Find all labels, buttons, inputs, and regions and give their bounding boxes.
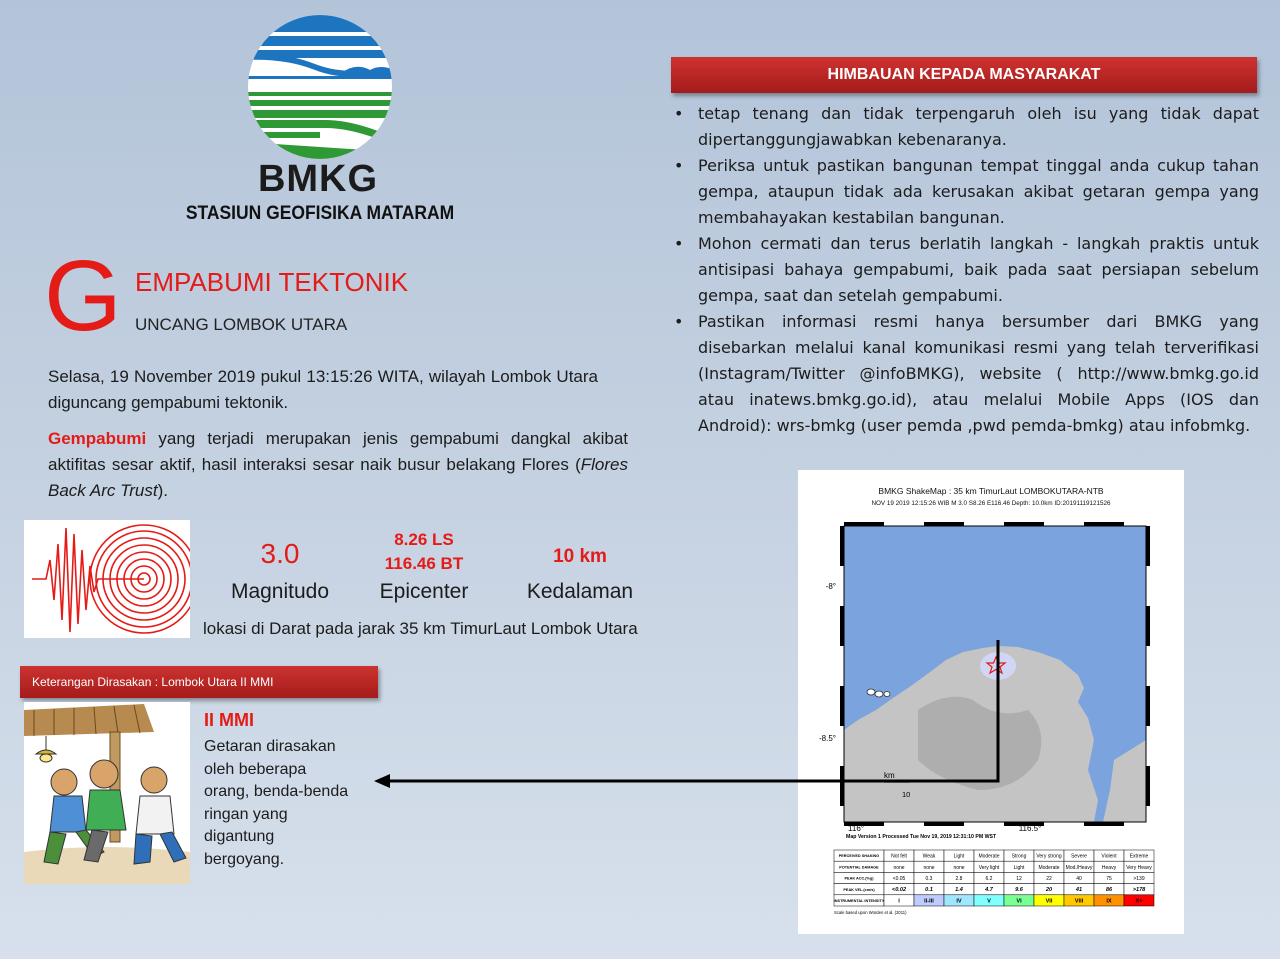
seismograph-icon (24, 520, 190, 638)
table-cell-text: 0.1 (925, 887, 933, 894)
table-row-label: PERCEIVED SHAKING (838, 854, 880, 859)
table-cell-text: 2.8 (955, 876, 963, 882)
table-cell-text: none (953, 864, 965, 871)
shakemap-title: BMKG ShakeMap : 35 km TimurLaut LOMBOKUTARA-NTB (878, 486, 1104, 496)
notice-banner: HIMBAUAN KEPADA MASYARAKAT (671, 57, 1257, 93)
table-cell-text: none (893, 864, 905, 871)
mmi-title: II MMI (204, 710, 254, 730)
cause-italic: Flores Back Arc Trust (48, 455, 628, 500)
table-cell-text: 75 (1106, 876, 1112, 882)
magnitude-value: 3.0 (260, 538, 300, 569)
table-cell-text: Heavy (1101, 864, 1117, 871)
epicenter-label: Epicenter (379, 580, 469, 603)
depth-value: 10 km (553, 546, 607, 567)
notice-item: • Pastikan informasi resmi hanya bersumber dari BMKG yang disebarkan melalui kanal komunikasi resmi yang telah terverifikasi (Instagram/Twitter @infoBMKG), website ( http://www.bmkg.go.id atau inatews.bmkg.go.id), atau melalui Mobile Apps (IOS dan Android): wrs-bmkg (user pemda ,pwd pemda-bmkg) atau infobmkg. (672, 309, 1259, 439)
table-cell-text: Light (1013, 864, 1025, 871)
table-cell-text: 1.4 (955, 887, 963, 894)
table-cell-text: 0.3 (925, 876, 933, 882)
table-cell-text: <0.02 (891, 887, 907, 894)
table-cell-text: I (898, 898, 900, 905)
table-row-label: PEAK ACC.(%g) (844, 876, 874, 881)
mmi-description: Getaran dirasakan oleh beberapa orang, benda-benda ringan yang digantung bergoyang. (204, 738, 349, 868)
cause-text (48, 426, 628, 504)
table-cell-text: Weak (922, 853, 936, 860)
intro-text: Selasa, 19 November 2019 pukul 13:15:26 WITA, wilayah Lombok Utara diguncang gempabumi tektonik. (48, 367, 598, 412)
shakemap-subtitle: NOV 19 2019 12:15:26 WIB M 3.0 S8.26 E116.46 Depth: 10.0km ID:20191119121526 (871, 500, 1111, 507)
table-row-label: INSTRUMENTAL INTENSITY (833, 899, 885, 903)
lat-tick: -8.5° (819, 734, 836, 743)
table-cell-text: >178 (1132, 887, 1146, 894)
scale-value: 10 (902, 790, 911, 799)
epicenter-lon: 116.46 BT (384, 554, 464, 573)
table-cell-text: IX (1106, 898, 1112, 905)
table-cell-text: X+ (1135, 898, 1143, 905)
table-cell-text: Severe (1071, 853, 1087, 860)
notice-list (672, 101, 1259, 439)
table-cell-text: 41 (1075, 887, 1083, 894)
table-cell-text: Moderate (1038, 864, 1060, 871)
notice-item: • Mohon cermati dan terus berlatih langkah - langkah praktis untuk antisipasi bahaya gempabumi, baik pada saat persiapan sebelum gempa, saat dan setelah gempabumi. (672, 231, 1259, 309)
table-cell-text: Moderate (978, 853, 1000, 860)
epicenter-value (360, 528, 488, 576)
magnitude-label: Magnitudo (230, 580, 330, 603)
table-cell-text: VIII (1074, 898, 1084, 905)
table-cell-text: Violent (1101, 853, 1117, 860)
table-cell-text: 22 (1046, 876, 1052, 882)
table-cell-text: Very strong (1036, 853, 1062, 860)
table-cell-text: >139 (1133, 876, 1145, 882)
table-cell-text: Not felt (891, 853, 907, 860)
table-cell-text: IV (956, 898, 962, 905)
people-cartoon-illustration (24, 702, 190, 884)
lon-tick: 116.5° (1018, 824, 1042, 833)
cause-end: ). (157, 481, 168, 500)
intensity-table (834, 850, 1154, 906)
station-name: STASIUN GEOFISIKA MATARAM (185, 203, 455, 224)
table-cell-text: V (987, 898, 991, 905)
cause-body: yang terjadi merupakan jenis gempabumi dangkal akibat aktifitas sesar aktif, hasil interaksi sesar naik busur belakang Flores ( (48, 429, 628, 474)
felt-banner: Keterangan Dirasakan : Lombok Utara II MMI (20, 666, 378, 698)
shakemap-version: Map Version 1 Processed Tue Nov 19, 2019 12:31:10 PM WST (846, 834, 997, 840)
table-cell-text: 9.6 (1015, 887, 1023, 894)
table-cell-text: Mod./Heavy (1065, 864, 1093, 871)
logo-text: BMKG (257, 158, 379, 200)
notice-item: • Periksa untuk pastikan bangunan tempat tinggal anda cukup tahan gempa, ataupun tidak ada kerusakan akibat getaran gempa yang membahayakan kestabilan bangunan. (672, 153, 1259, 231)
scale-label: km (884, 771, 895, 780)
table-row-label: PEAK VEL.(cm/s) (843, 887, 875, 892)
pointer-arrow (370, 640, 1002, 790)
table-cell-text: Light (953, 853, 965, 860)
bmkg-logo (245, 12, 395, 162)
table-cell-text: none (923, 864, 935, 871)
table-cell-text: 40 (1076, 876, 1082, 882)
cause-highlight: Gempabumi (48, 429, 147, 448)
table-cell-text: Very Heavy (1126, 864, 1152, 871)
table-cell-text: 4.7 (985, 887, 993, 894)
table-cell-text: Extreme (1129, 853, 1149, 860)
table-cell-text: 12 (1016, 876, 1022, 882)
table-cell-text: 86 (1105, 887, 1113, 894)
page-title: EMPABUMI TEKTONIK (135, 267, 409, 297)
location-text: lokasi di Darat pada jarak 35 km TimurLaut Lombok Utara (203, 619, 638, 638)
table-cell-text: 6.2 (985, 876, 993, 882)
table-row-label: POTENTIAL DAMAGE (839, 865, 879, 870)
title-initial: G (44, 240, 122, 352)
lon-tick: 116° (848, 824, 864, 833)
page-subtitle: UNCANG LOMBOK UTARA (135, 315, 348, 334)
table-cell-text: Strong (1011, 853, 1027, 860)
table-cell-text: Very light (978, 864, 1000, 871)
notice-item: • tetap tenang dan tidak terpengaruh oleh isu yang tidak dapat dipertanggungjawabkan kebenaranya. (672, 101, 1259, 153)
table-cell-text: 20 (1045, 887, 1053, 894)
shakemap-footnote: Scale based upon Worden et al. (2011) (834, 910, 907, 915)
table-cell-text: VI (1016, 898, 1022, 905)
depth-label: Kedalaman (526, 580, 634, 603)
lat-tick: -8° (825, 582, 836, 591)
table-cell-text: <0.05 (892, 876, 906, 882)
table-cell-text: VII (1045, 898, 1053, 905)
epicenter-lat: 8.26 LS (394, 530, 454, 549)
table-cell-text: II-III (924, 898, 934, 905)
